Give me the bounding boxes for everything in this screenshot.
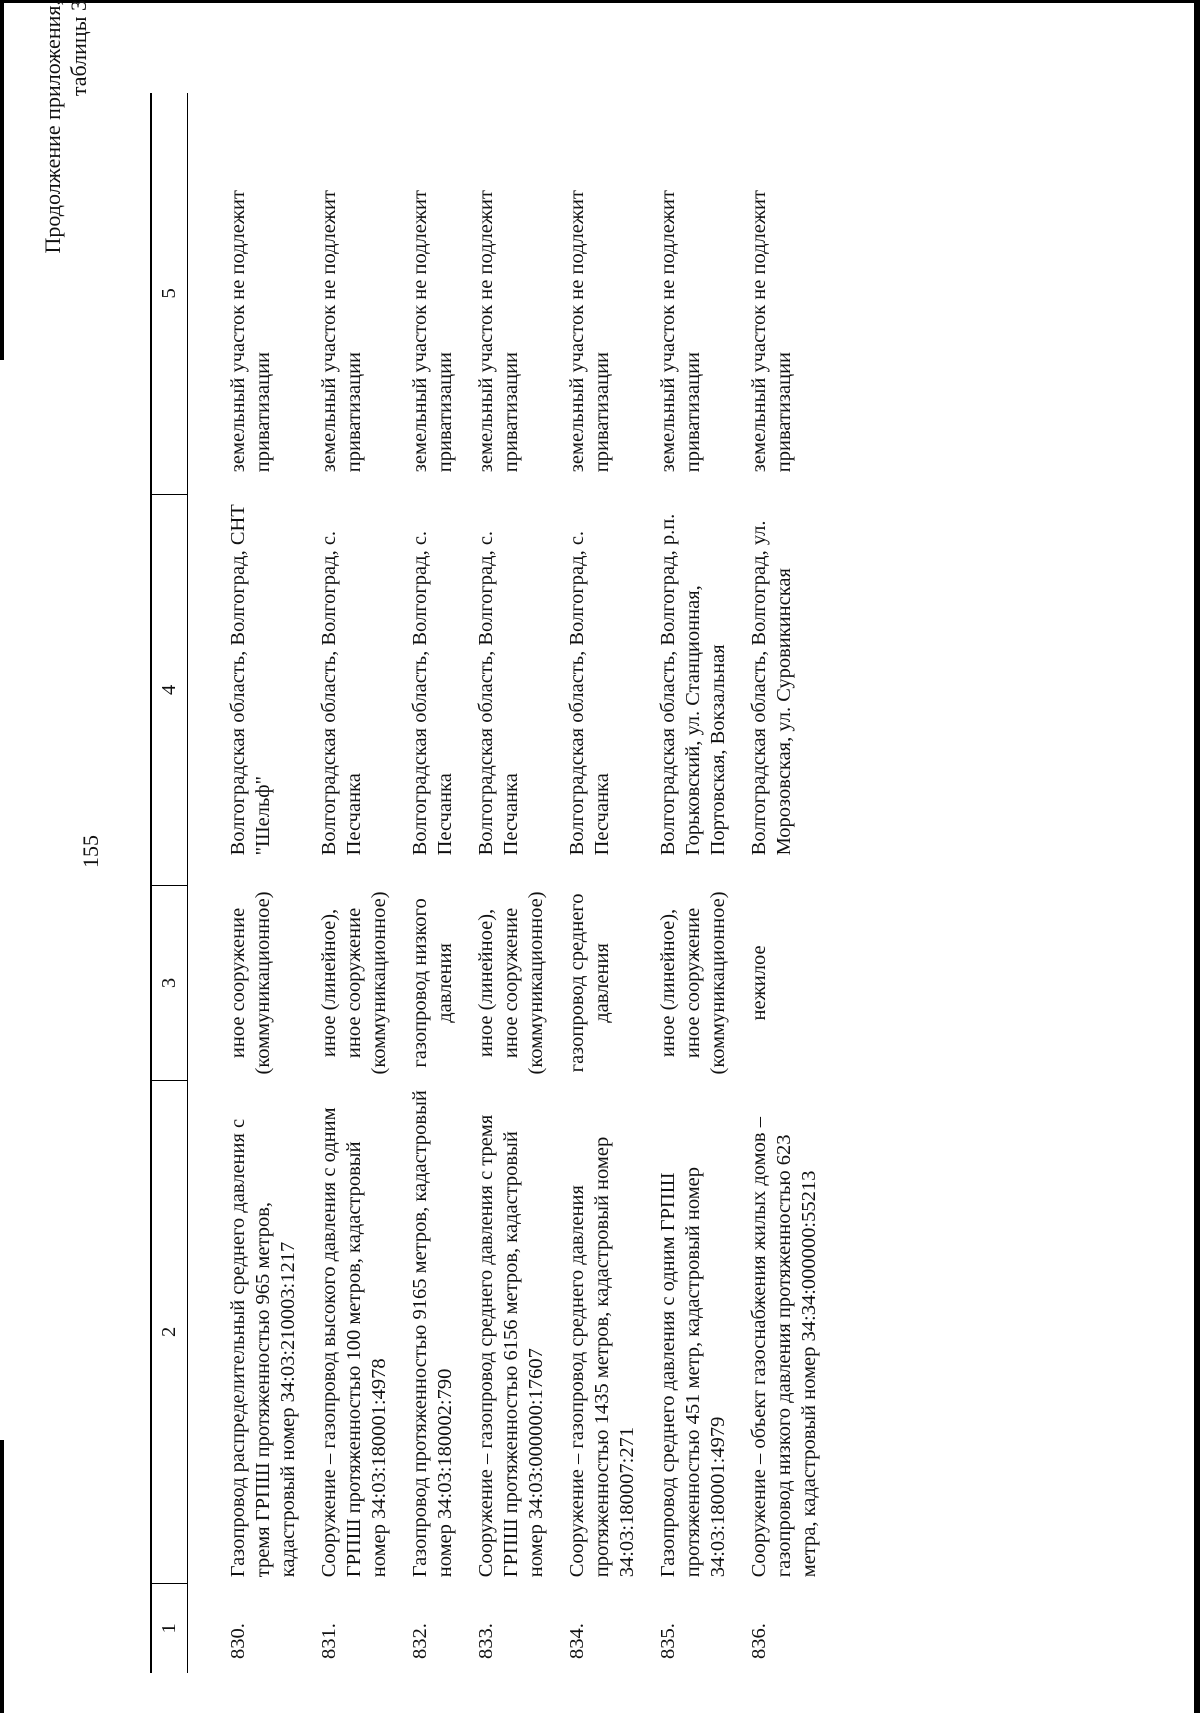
column-header-5: 5 — [151, 93, 188, 494]
column-header-2: 2 — [151, 1080, 188, 1583]
table-row — [656, 93, 747, 1673]
object-note: земельный участок не подлежит приватизации — [566, 190, 613, 473]
page-caption — [40, 0, 92, 420]
object-note: земельный участок не подлежит приватизации — [227, 190, 274, 473]
table-row — [408, 93, 474, 1673]
page-number: 155 — [78, 835, 103, 868]
object-name: Газопровод среднего давления с одним ГРПШ протяженностью 451 метр, кадастровый номер 34:03:180001:4979 — [657, 1166, 729, 1578]
object-type: иное (линейное), иное сооружение (коммуникационное) — [475, 891, 547, 1075]
table-row — [747, 93, 838, 1673]
object-address: Волгоградская область, Волгоград, с. Песчанка — [475, 530, 522, 856]
row-number: 835. — [657, 1623, 679, 1659]
object-type: иное (линейное), иное сооружение (коммуникационное) — [657, 891, 729, 1075]
caption-line-2: таблицы 3 — [66, 0, 91, 97]
row-number: 833. — [475, 1623, 497, 1659]
object-address: Волгоградская область, Волгоград, СНТ "Шельф" — [227, 504, 274, 856]
object-note: земельный участок не подлежит приватизации — [409, 190, 456, 473]
column-header-1: 1 — [151, 1583, 188, 1673]
object-name: Газопровод распределительный среднего давления с тремя ГРПШ протяженностью 965 метров, кадастровый номер 34:03:210003:1217 — [227, 1118, 299, 1578]
row-number: 831. — [318, 1623, 340, 1659]
row-number: 836. — [748, 1623, 770, 1659]
object-address: Волгоградская область, Волгоград, с. Песчанка — [409, 530, 456, 856]
row-number: 832. — [409, 1623, 431, 1659]
table-row — [188, 93, 318, 1673]
row-number: 834. — [566, 1623, 588, 1659]
property-table — [150, 93, 838, 1673]
object-note: земельный участок не подлежит приватизации — [748, 190, 795, 473]
row-number: 830. — [227, 1623, 249, 1659]
object-type: нежилое — [748, 945, 770, 1021]
object-note: земельный участок не подлежит приватизации — [318, 190, 365, 473]
column-header-4: 4 — [151, 494, 188, 885]
object-type: иное сооружение (коммуникационное) — [227, 891, 274, 1075]
object-name: Сооружение – газопровод среднего давления с тремя ГРПШ протяженностью 6156 метров, кадастровый номер 34:03:000000:17607 — [475, 1114, 547, 1578]
object-type: иное (линейное), иное сооружение (коммуникационное) — [318, 891, 390, 1075]
object-type: газопровод низкого давления — [409, 898, 456, 1068]
header-row — [151, 93, 188, 1673]
object-address: Волгоградская область, Волгоград, р.п. Горьковский, ул. Станционная, Портовская, Вокзальная — [657, 513, 729, 856]
object-note: земельный участок не подлежит приватизации — [657, 190, 704, 473]
table-row — [474, 93, 565, 1673]
table-row — [565, 93, 656, 1673]
object-name: Сооружение – газопровод среднего давления протяженностью 1435 метров, кадастровый номер 34:03:180007:271 — [566, 1136, 638, 1578]
object-type: газопровод среднего давления — [566, 893, 613, 1073]
object-name: Сооружение – газопровод высокого давления с одним ГРПШ протяженностью 100 метров, кадастровый номер 34:03:180001:4978 — [318, 1107, 390, 1578]
object-address: Волгоградская область, Волгоград, ул. Морозовская, ул. Суровикинская — [748, 520, 795, 856]
object-address: Волгоградская область, Волгоград, с. Песчанка — [318, 530, 365, 856]
caption-line-1: Продолжение приложения, — [40, 0, 65, 254]
object-address: Волгоградская область, Волгоград, с. Песчанка — [566, 530, 613, 856]
table-row — [317, 93, 408, 1673]
object-name: Газопровод протяженностью 9165 метров, кадастровый номер 34:03:180002:790 — [409, 1090, 456, 1578]
object-name: Сооружение – объект газоснабжения жилых домов – газопровод низкого давления протяженностью 623 метра, кадастровый номер 34:34:000000:55213 — [748, 1117, 820, 1578]
column-header-3: 3 — [151, 885, 188, 1080]
object-note: земельный участок не подлежит приватизации — [475, 190, 522, 473]
